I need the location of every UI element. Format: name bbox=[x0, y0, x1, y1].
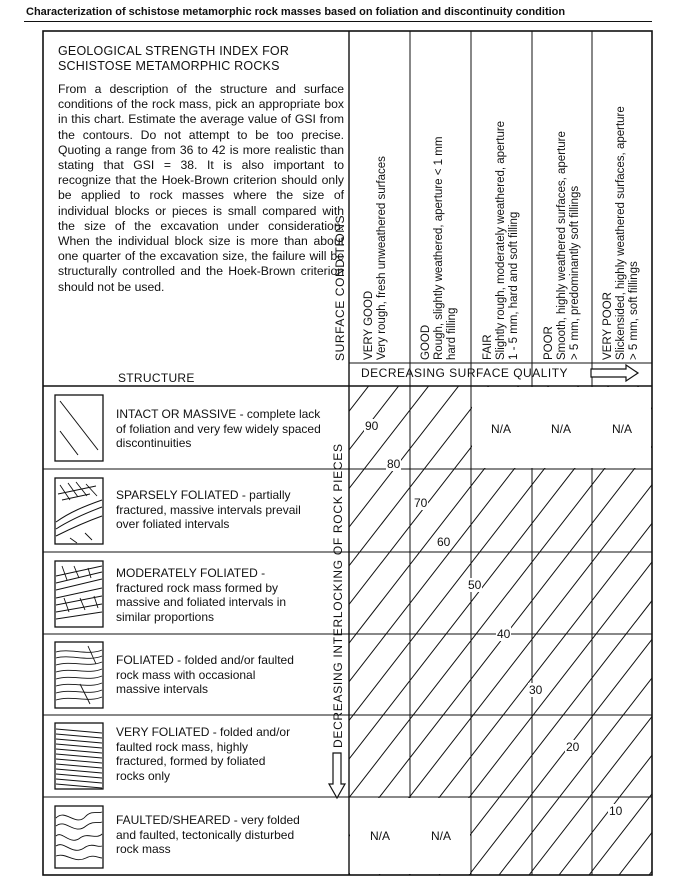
na-fair-intact: N/A bbox=[491, 422, 512, 436]
contour-label-20: 20 bbox=[566, 740, 580, 754]
structure-header: STRUCTURE bbox=[118, 371, 195, 385]
structure-intact-massive: INTACT OR MASSIVE - complete lack of foliation and very few widely spaced discontinuities bbox=[116, 407, 321, 451]
surface-title: POOR bbox=[543, 326, 555, 360]
na-poor-intact: N/A bbox=[551, 422, 572, 436]
surface-desc: Slightly rough, moderately weathered, aperture bbox=[495, 120, 508, 360]
contour-label-90: 90 bbox=[365, 419, 379, 433]
structure-desc: folded and/or faulted rock mass, highly fractured, formed by foliated rocks only bbox=[116, 725, 291, 783]
contour-line bbox=[0, 267, 41, 875]
structure-desc: complete lack of foliation and very few widely spaced discontinuities bbox=[116, 407, 321, 451]
intro-title bbox=[58, 44, 348, 74]
moderately-foliated-sketch-icon bbox=[55, 561, 103, 627]
structure-desc: fractured rock mass formed by massive and foliated intervals in similar proportions bbox=[116, 580, 287, 624]
na-very-good-faulted: N/A bbox=[370, 829, 391, 843]
surface-title: FAIR bbox=[482, 334, 494, 360]
contour-label-70: 70 bbox=[414, 496, 428, 510]
structure-sparsely-foliated: SPARSELY FOLIATED - partially fractured, massive intervals prevail over foliated intervals bbox=[116, 488, 301, 532]
surface-title: GOOD bbox=[420, 324, 432, 360]
contour-label-40: 40 bbox=[497, 627, 511, 641]
decreasing-surface-quality-label: DECREASING SURFACE QUALITY bbox=[361, 366, 569, 380]
contour-label-30: 30 bbox=[529, 683, 543, 697]
contour-label-50: 50 bbox=[468, 578, 482, 592]
surface-desc: Very rough, fresh unweathered surfaces bbox=[376, 156, 389, 360]
structure-desc: partially fractured, massive intervals prevail over foliated intervals bbox=[116, 488, 301, 532]
intro-title-line1: GEOLOGICAL STRENGTH INDEX FOR bbox=[58, 44, 290, 58]
na-region-bottom bbox=[350, 798, 470, 874]
surface-header-good bbox=[420, 137, 460, 360]
intro-body: From a description of the structure and surface conditions of the rock mass, pick an appropriate box in this chart. Estimate the average value of GSI from the contours. Do not attempt to be too precise. Quoting a range from 36 to 42 is more realistic than stating that GSI = 38. It is also important to recognize that the Hoek-Brown criterion should only be applied to rock masses where the size of individual blocks or pieces is small compared with the size of the excavation under consideration. When the individual block size is more than about one quarter of the excavation size, the failure will be structurally controlled and the Hoek-Brown criterion should not be used. bbox=[58, 82, 344, 294]
na-very-poor-intact: N/A bbox=[612, 422, 633, 436]
contour-line bbox=[0, 267, 11, 875]
surface-desc-2: > 5 mm, soft fillings bbox=[628, 261, 641, 360]
surface-desc-2: hard filling bbox=[446, 307, 459, 360]
interlocking-arrow bbox=[329, 753, 345, 798]
faulted-sheared-sketch-icon bbox=[55, 806, 103, 868]
foliated-sketch-icon bbox=[55, 642, 103, 708]
structure-title: INTACT OR MASSIVE bbox=[116, 407, 237, 421]
very-foliated-sketch-icon bbox=[55, 723, 103, 789]
structure-title: VERY FOLIATED bbox=[116, 725, 210, 739]
structure-title: FOLIATED bbox=[116, 653, 174, 667]
structure-title: FAULTED/SHEARED bbox=[116, 813, 231, 827]
surface-desc-2: 1 - 5 mm, hard and soft filling bbox=[508, 211, 521, 360]
structure-foliated: FOLIATED - folded and/or faulted rock mass with occasional massive intervals bbox=[116, 653, 294, 697]
structure-desc: folded and/or faulted rock mass with occasional massive intervals bbox=[116, 653, 294, 697]
contour-label-60: 60 bbox=[437, 535, 451, 549]
surface-quality-arrow bbox=[591, 365, 638, 381]
surface-desc: Rough, slightly weathered, aperture < 1 mm bbox=[433, 136, 446, 360]
structure-moderately-foliated: MODERATELY FOLIATED - fractured rock mass formed by massive and foliated intervals in similar proportions bbox=[116, 566, 287, 624]
surface-header-very-good bbox=[363, 156, 389, 360]
surface-desc: Slickensided, highly weathered surfaces, aperture bbox=[615, 106, 628, 360]
surface-conditions-header: SURFACE CONDITIONS bbox=[333, 214, 347, 361]
surface-header-fair bbox=[482, 121, 522, 360]
structure-very-foliated: VERY FOLIATED - folded and/or faulted rock mass, highly fractured, formed by foliated rocks only bbox=[116, 725, 291, 783]
decreasing-interlocking-label: DECREASING INTERLOCKING OF ROCK PIECES bbox=[331, 443, 345, 748]
surface-header-very-poor bbox=[602, 106, 642, 360]
surface-desc: Smooth, highly weathered surfaces, aperture bbox=[556, 131, 569, 360]
surface-header-poor bbox=[543, 131, 583, 360]
structure-title: MODERATELY FOLIATED bbox=[116, 566, 258, 580]
contour-label-10: 10 bbox=[609, 804, 623, 818]
surface-title: VERY GOOD bbox=[363, 290, 375, 360]
intact-massive-sketch-icon bbox=[55, 395, 103, 461]
surface-desc-2: > 5 mm, predominantly soft fillings bbox=[569, 185, 582, 360]
structure-title: SPARSELY FOLIATED bbox=[116, 488, 239, 502]
contour-label-80: 80 bbox=[387, 457, 401, 471]
structure-faulted-sheared: FAULTED/SHEARED - very folded and faulted, tectonically disturbed rock mass bbox=[116, 813, 300, 857]
na-good-faulted: N/A bbox=[431, 829, 452, 843]
structure-desc: very folded and faulted, tectonically disturbed rock mass bbox=[116, 813, 300, 857]
sparsely-foliated-sketch-icon bbox=[55, 478, 103, 544]
chart-caption: Characterization of schistose metamorphic rock masses based on foliation and discontinuity condition bbox=[26, 6, 566, 18]
surface-title: VERY POOR bbox=[602, 292, 614, 360]
intro-title-line2: SCHISTOSE METAMORPHIC ROCKS bbox=[58, 59, 280, 73]
